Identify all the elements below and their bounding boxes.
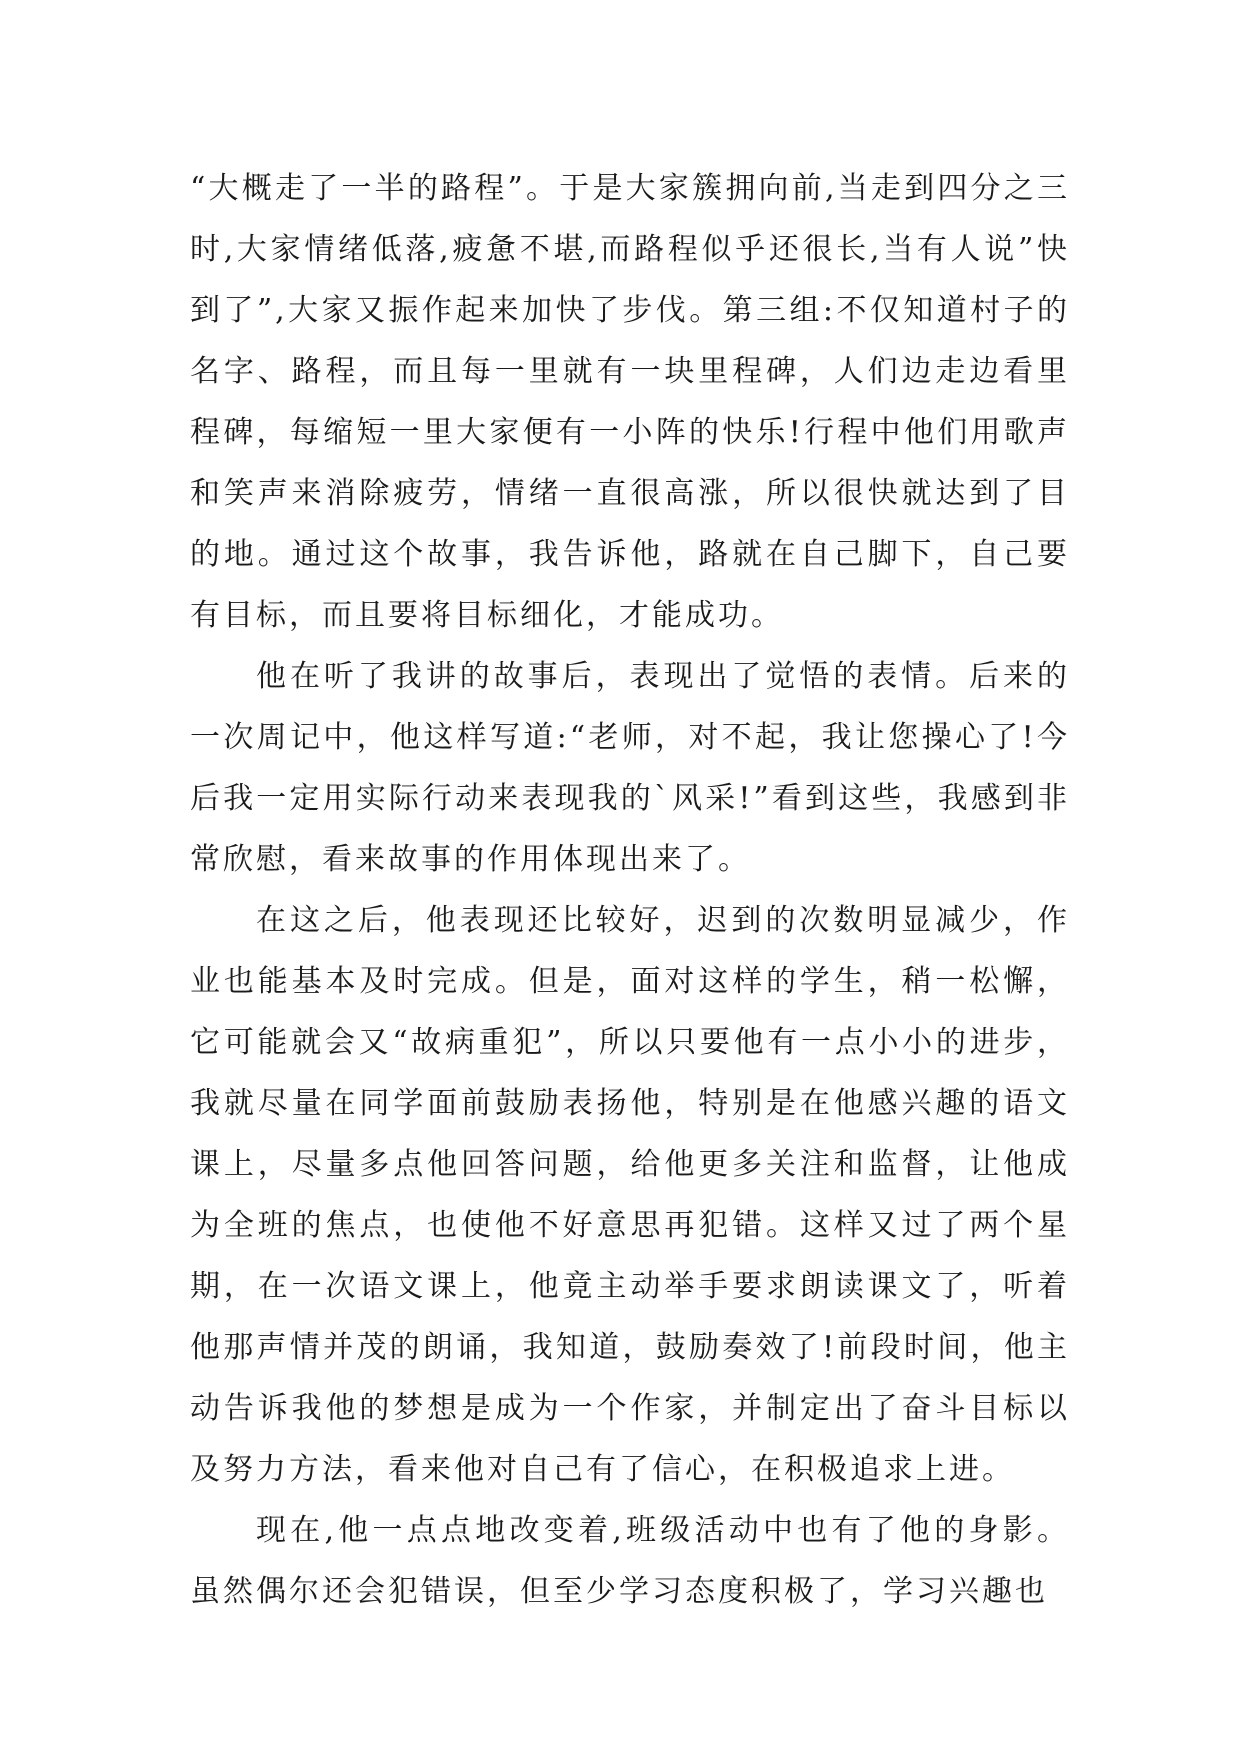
paragraph: 现在,他一点点地改变着,班级活动中也有了他的身影。虽然偶尔还会犯错误，但至少学习态度积极了，学习兴趣也: [190, 1513, 1070, 1609]
paragraph: 他在听了我讲的故事后，表现出了觉悟的表情。后来的一次周记中，他这样写道:“老师，对不起，我让您操心了!今后我一定用实际行动来表现我的`风采!”看到这些，我感到非常欣慰，看来故事的作用体现出来了。: [190, 659, 1070, 877]
paragraph: “大概走了一半的路程”。于是大家簇拥向前,当走到四分之三时,大家情绪低落,疲惫不堪,而路程似乎还很长,当有人说”快到了”,大家又振作起来加快了步伐。第三组:不仅知道村子的名字、路程，而且每一里就有一块里程碑，人们边走边看里程碑，每缩短一里大家便有一小阵的快乐!行程中他们用歌声和笑声来消除疲劳，情绪一直很高涨，所以很快就达到了目的地。通过这个故事，我告诉他，路就在自己脚下，自己要有目标，而且要将目标细化，才能成功。: [190, 171, 1070, 633]
paragraph: 在这之后，他表现还比较好，迟到的次数明显减少，作业也能基本及时完成。但是，面对这样的学生，稍一松懈，它可能就会又“故病重犯”，所以只要他有一点小小的进步，我就尽量在同学面前鼓励表扬他，特别是在他感兴趣的语文课上，尽量多点他回答问题，给他更多关注和监督，让他成为全班的焦点，也使他不好意思再犯错。这样又过了两个星期，在一次语文课上，他竟主动举手要求朗读课文了，听着他那声情并茂的朗诵，我知道，鼓励奏效了!前段时间，他主动告诉我他的梦想是成为一个作家，并制定出了奋斗目标以及努力方法，看来他对自己有了信心，在积极追求上进。: [190, 903, 1070, 1487]
document-body: [190, 158, 1070, 1622]
